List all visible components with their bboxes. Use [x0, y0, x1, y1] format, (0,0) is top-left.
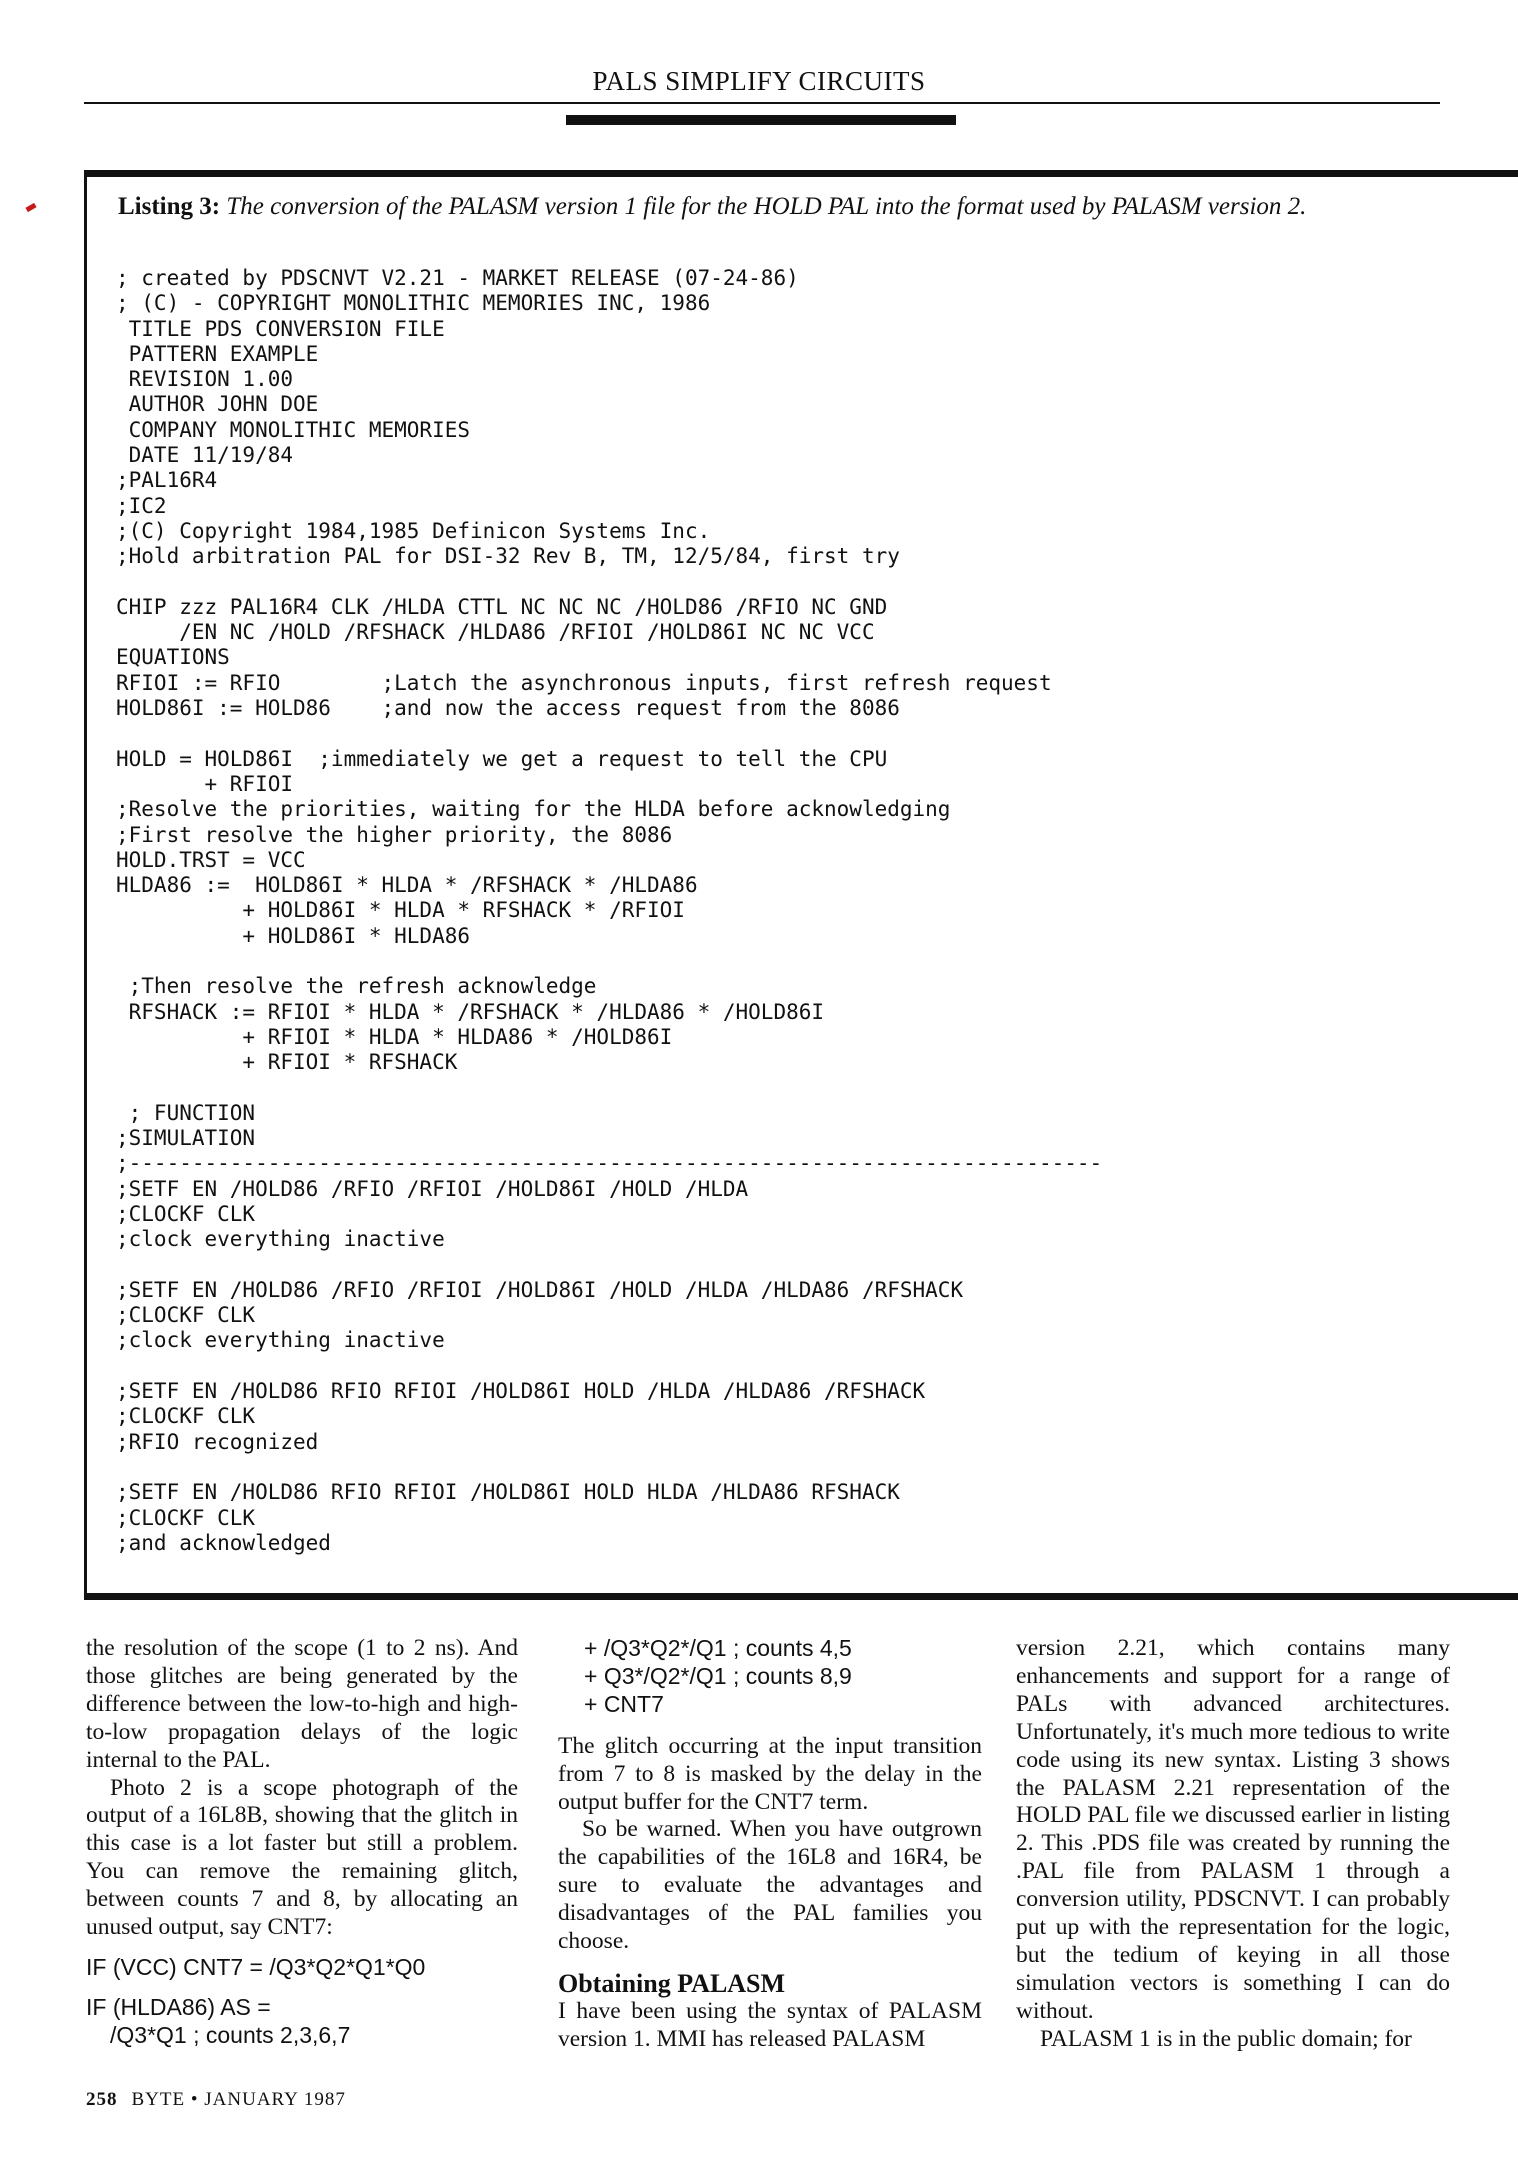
listing-caption — [118, 193, 1498, 221]
equation-line: /Q3*Q1 ; counts 2,3,6,7 — [110, 2021, 351, 2048]
equation-line: + CNT7 — [584, 1690, 664, 1717]
equation-line: + /Q3*Q2*/Q1 ; counts 4,5 — [584, 1635, 852, 1661]
paragraph: The glitch occurring at the input transition from 7 to 8 is masked by the delay in the output buffer for the CNT7 term. — [558, 1732, 982, 1815]
equation-line: IF (HLDA86) AS = — [86, 1993, 271, 2020]
header-bar — [566, 115, 956, 125]
running-header: PALS SIMPLIFY CIRCUITS — [592, 66, 926, 96]
paragraph: version 2.21, which contains many enhancements and support for a range of PALs with advanced architectures. Unfortunately, it's much more tedious to write code using its new syntax. Listing 3 shows the PALASM 2.21 representation of the HOLD PAL file we discussed earlier in listing 2. This .PDS file was created by running the .PAL file from PALASM 1 through a conversion utility, PDSCNVT. I can probably put up with the representation for the logic, but the tedium of keying in all those simulation vectors is something I can do without. — [1016, 1635, 1450, 2024]
publication-line: BYTE • JANUARY 1987 — [131, 2089, 346, 2110]
listing-box-top-border — [84, 170, 1518, 177]
paragraph: the resolution of the scope (1 to 2 ns). And those glitches are being generated by the difference between the low-to-high and high-to-low propagation delays of the logic internal to the PAL. — [86, 1635, 518, 1773]
body-column-1 — [86, 1635, 518, 2050]
listing-caption-text: The conversion of the PALASM version 1 file for the HOLD PAL into the format used by PALASM version 2. — [226, 193, 1307, 220]
paragraph: I have been using the syntax of PALASM version 1. MMI has released PALASM — [558, 1997, 982, 2052]
listing-box-left-border — [84, 170, 87, 1600]
page-footer — [86, 2089, 346, 2111]
equation-line: + Q3*/Q2*/Q1 ; counts 8,9 — [584, 1662, 852, 1689]
header-rule — [84, 102, 1440, 104]
body-column-2 — [558, 1635, 982, 2054]
listing-label: Listing 3: — [118, 193, 221, 220]
listing-box-bottom-border — [84, 1593, 1518, 1600]
equation-line: IF (VCC) CNT7 = /Q3*Q2*Q1*Q0 — [86, 1953, 426, 1980]
section-heading: Obtaining PALASM — [558, 1968, 786, 1998]
paragraph: So be warned. When you have outgrown the capabilities of the 16L8 and 16R4, be sure to evaluate the advantages and disadvantages of the PAL families you choose. — [558, 1816, 982, 1955]
body-column-3 — [1016, 1635, 1450, 2054]
page-number: 258 — [86, 2089, 118, 2110]
listing-code: ; created by PDSCNVT V2.21 - MARKET RELEASE (07-24-86) ; (C) - COPYRIGHT MONOLITHIC MEMORIES INC, 1986 TITLE PDS CONVERSION FILE PATTERN EXAMPLE REVISION 1.00 AUTHOR JOHN DOE COMPANY MONOLITHIC MEMORIES DATE 11/19/84 ;PAL16R4 ;IC2 ;(C) Copyright 1984,1985 Definicon Systems Inc. ;Hold arbitration PAL for DSI-32 Rev B, TM, 12/5/84, first try CHIP zzz PAL16R4 CLK /HLDA CTTL NC NC NC /HOLD86 /RFIO NC GND /EN NC /HOLD /RFSHACK /HLDA86 /RFIOI /HOLD86I NC NC VCC EQUATIONS RFIOI := RFIO ;Latch the asynchronous inputs, first refresh request HOLD86I := HOLD86 ;and now the access request from the 8086 HOLD = HOLD86I ;immediately we get a request to tell the CPU + RFIOI ;Resolve the priorities, waiting for the HLDA before acknowledging ;First resolve the higher priority, the 8086 HOLD.TRST = VCC HLDA86 := HOLD86I * HLDA * /RFSHACK * /HLDA86 + HOLD86I * HLDA * RFSHACK * /RFIOI + HOLD86I * HLDA86 ;Then resolve the refresh acknowledge RFSHACK := RFIOI * HLDA * /RFSHACK * /HLDA86 * /HOLD86I + RFIOI * HLDA * HLDA86 * /HOLD86I + RFIOI * RFSHACK ; FUNCTION ;SIMULATION ;----------------------------------------------------------------------------- ;SETF EN /HOLD86 /RFIO /RFIOI /HOLD86I /HOLD /HLDA ;CLOCKF CLK ;clock everything inactive ;SETF EN /HOLD86 /RFIO /RFIOI /HOLD86I /HOLD /HLDA /HLDA86 /RFSHACK ;CLOCKF CLK ;clock everything inactive ;SETF EN /HOLD86 RFIO RFIOI /HOLD86I HOLD /HLDA /HLDA86 /RFSHACK ;CLOCKF CLK ;RFIO recognized ;SETF EN /HOLD86 RFIO RFIOI /HOLD86I HOLD HLDA /HLDA86 RFSHACK ;CLOCKF CLK ;and acknowledged — [116, 266, 1103, 1555]
paragraph: PALASM 1 is in the public domain; for — [1040, 2025, 1412, 2052]
paragraph: Photo 2 is a scope photograph of the output of a 16L8B, showing that the glitch in this case is a lot faster but still a problem. You can remove the remaining glitch, between counts 7 and 8, by allocating an unused output, say CNT7: — [86, 1774, 518, 1941]
pen-mark — [25, 203, 36, 212]
